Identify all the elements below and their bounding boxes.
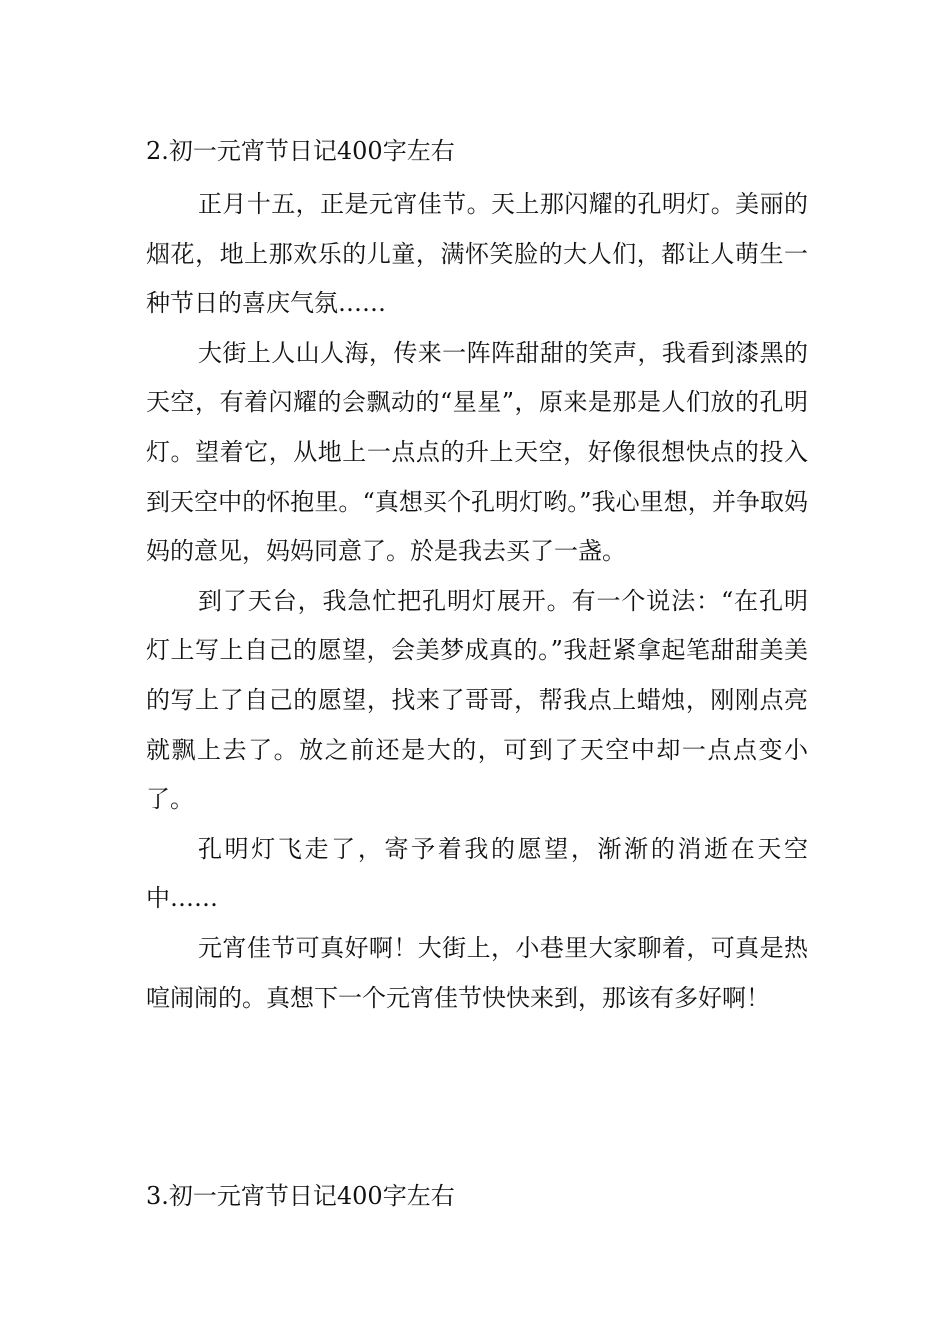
- paragraph-5: 元宵佳节可真好啊！大街上，小巷里大家聊着，可真是热喧闹闹的。真想下一个元宵佳节快快来到，那该有多好啊！: [146, 933, 808, 1012]
- paragraph-3: 到了天台，我急忙把孔明灯展开。有一个说法：“在孔明灯上写上自己的愿望，会美梦成真的。”我赶紧拿起笔甜甜美美的写上了自己的愿望，找来了哥哥，帮我点上蜡烛，刚刚点亮就飘上去了。放之前还是大的，可到了天空中却一点点变小了。: [146, 586, 808, 814]
- paragraph-4: 孔明灯飞走了，寄予着我的愿望，渐渐的消逝在天空中……: [146, 834, 808, 913]
- diary-body: [146, 180, 808, 1023]
- paragraph-2: 大街上人山人海，传来一阵阵甜甜的笑声，我看到漆黑的天空，有着闪耀的会飘动的“星星”，原来是那是人们放的孔明灯。望着它，从地上一点点的升上天空，好像很想快点的投入到天空中的怀抱里。“真想买个孔明灯哟。”我心里想，并争取妈妈的意见，妈妈同意了。於是我去买了一盏。: [146, 338, 808, 566]
- section-2-title: 2.初一元宵节日记400字左右: [146, 137, 455, 165]
- paragraph-1: 正月十五，正是元宵佳节。天上那闪耀的孔明灯。美丽的烟花，地上那欢乐的儿童，满怀笑脸的大人们，都让人萌生一种节日的喜庆气氛……: [146, 190, 808, 318]
- section-3-title: 3.初一元宵节日记400字左右: [146, 1182, 455, 1210]
